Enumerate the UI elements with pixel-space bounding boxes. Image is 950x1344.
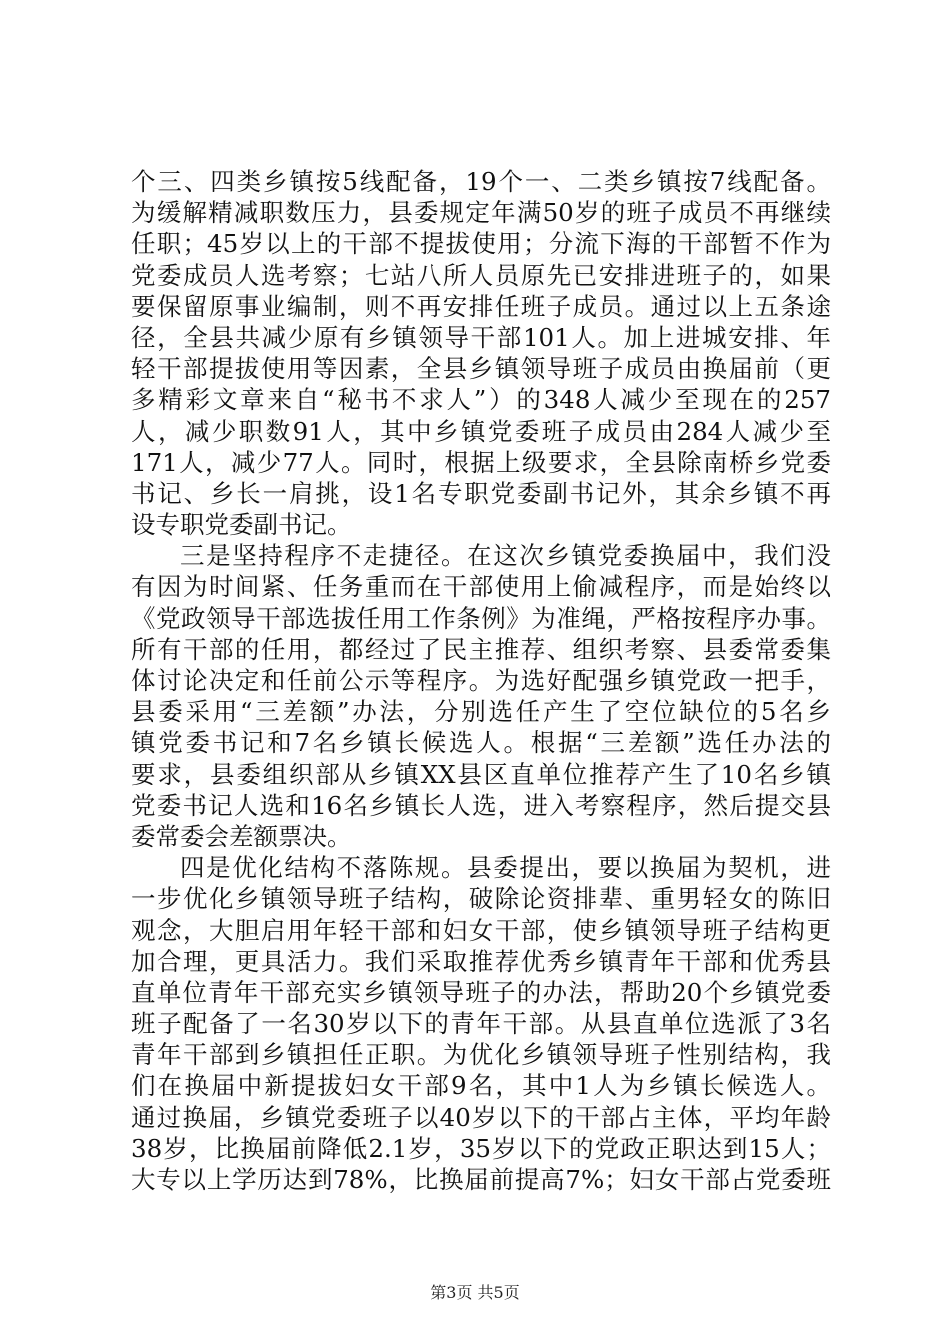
text-line: 班子配备了一名30岁以下的青年干部。从县直单位选派了3名 xyxy=(131,1009,831,1039)
text-line: 们在换届中新提拔妇女干部9名，其中1人为乡镇长候选人。 xyxy=(131,1071,831,1101)
text-line: 人，减少职数91人，其中乡镇党委班子成员由284人减少至 xyxy=(131,416,831,446)
text-line: 观念，大胆启用年轻干部和妇女干部，使乡镇领导班子结构更 xyxy=(131,915,831,945)
text-line: 任职；45岁以上的干部不提拔使用；分流下海的干部暂不作为 xyxy=(131,229,831,259)
text-line: 委常委会差额票决。 xyxy=(131,821,352,851)
page-footer: 第3页 共5页 xyxy=(430,1283,520,1302)
text-line: 轻干部提拔使用等因素，全县乡镇领导班子成员由换届前（更 xyxy=(131,354,831,384)
text-line: 所有干部的任用，都经过了民主推荐、组织考察、县委常委集 xyxy=(131,634,831,664)
text-line: 有因为时间紧、任务重而在干部使用上偷减程序，而是始终以 xyxy=(131,572,831,602)
text-line: 一步优化乡镇领导班子结构，破除论资排辈、重男轻女的陈旧 xyxy=(131,884,831,914)
text-line: 要保留原事业编制，则不再安排任班子成员。通过以上五条途 xyxy=(131,291,831,321)
text-line: 四是优化结构不落陈规。县委提出，要以换届为契机，进 xyxy=(180,853,831,883)
text-line: 直单位青年干部充实乡镇领导班子的办法，帮助20个乡镇党委 xyxy=(131,977,831,1007)
text-line: 体讨论决定和任前公示等程序。为选好配强乡镇党政一把手， xyxy=(131,666,831,695)
text-line: 党委书记人选和16名乡镇长人选，进入考察程序，然后提交县 xyxy=(131,790,831,820)
text-line: 38岁，比换届前降低2.1岁，35岁以下的党政正职达到15人； xyxy=(131,1133,831,1163)
body-text xyxy=(131,166,831,1195)
text-line: 加合理，更具活力。我们采取推荐优秀乡镇青年干部和优秀县 xyxy=(131,946,831,976)
text-line: 为缓解精减职数压力，县委规定年满50岁的班子成员不再继续 xyxy=(131,198,831,228)
text-line: 要求，县委组织部从乡镇XX县区直单位推荐产生了10名乡镇 xyxy=(131,759,831,789)
text-line: 通过换届，乡镇党委班子以40岁以下的干部占主体，平均年龄 xyxy=(131,1102,831,1132)
text-line: 设专职党委副书记。 xyxy=(131,510,352,540)
text-line: 三是坚持程序不走捷径。在这次乡镇党委换届中，我们没 xyxy=(180,541,831,571)
text-line: 镇党委书记和7名乡镇长候选人。根据“三差额”选任办法的 xyxy=(131,728,831,758)
text-line: 青年干部到乡镇担任正职。为优化乡镇领导班子性别结构，我 xyxy=(131,1040,831,1070)
text-line: 大专以上学历达到78%，比换届前提高7%；妇女干部占党委班 xyxy=(131,1165,831,1194)
text-line: 《党政领导干部选拔任用工作条例》为准绳，严格按程序办事。 xyxy=(131,603,831,633)
text-line: 个三、四类乡镇按5线配备，19个一、二类乡镇按7线配备。 xyxy=(131,167,831,196)
text-line: 书记、乡长一肩挑，设1名专职党委副书记外，其余乡镇不再 xyxy=(131,478,831,508)
text-line: 党委成员人选考察；七站八所人员原先已安排进班子的，如果 xyxy=(131,260,831,290)
text-line: 多精彩文章来自“秘书不求人”）的348人减少至现在的257 xyxy=(131,385,831,415)
text-line: 县委采用“三差额”办法，分别选任产生了空位缺位的5名乡 xyxy=(131,697,831,727)
text-line: 171人，减少77人。同时，根据上级要求，全县除南桥乡党委 xyxy=(131,447,831,477)
text-line: 径，全县共减少原有乡镇领导干部101人。加上进城安排、年 xyxy=(131,322,831,352)
